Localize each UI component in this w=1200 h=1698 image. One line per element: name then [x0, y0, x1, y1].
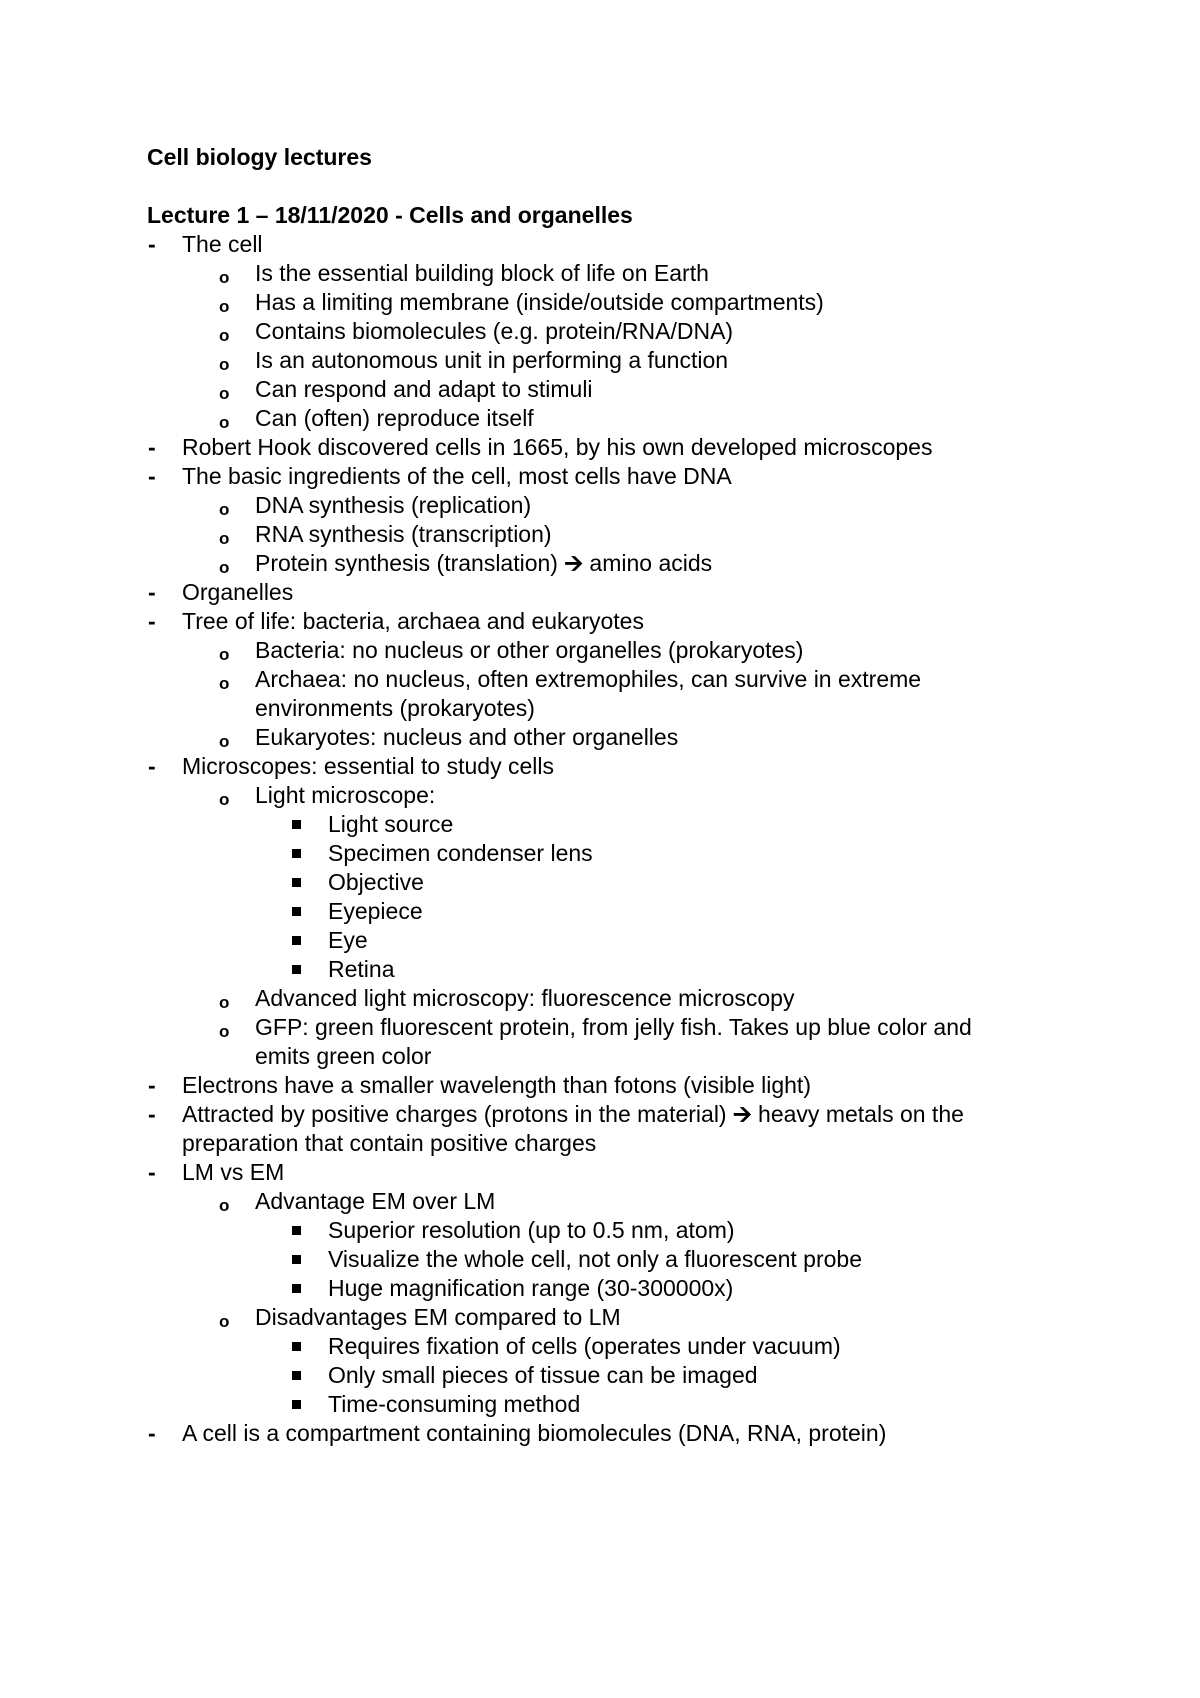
- square-bullet-icon: [292, 1400, 301, 1409]
- list-item-text: Has a limiting membrane (inside/outside compartments): [255, 289, 824, 315]
- list-item-text: Light source: [328, 811, 454, 837]
- circle-bullet: o: [219, 326, 230, 345]
- list-item: [0, 665, 1200, 723]
- arrow-right-icon: 🡪: [564, 550, 584, 576]
- square-bullet-icon: [292, 936, 301, 945]
- square-bullet-icon: [292, 1371, 301, 1380]
- list-item: [0, 259, 1200, 288]
- list-item-text: Superior resolution (up to 0.5 nm, atom): [328, 1217, 735, 1243]
- dash-bullet: -: [148, 463, 156, 489]
- list-item-text: Light microscope:: [255, 782, 436, 808]
- list-item-text: Huge magnification range (30-300000x): [328, 1275, 734, 1301]
- list-item: [0, 1100, 1200, 1158]
- list-item-line-2: preparation that contain positive charges: [182, 1130, 597, 1156]
- square-bullet-icon: [292, 1342, 301, 1351]
- list-item-text: Eyepiece: [328, 898, 423, 924]
- circle-bullet: o: [219, 674, 230, 693]
- list-item-text: Advantage EM over LM: [255, 1188, 496, 1214]
- list-item-text: Contains biomolecules (e.g. protein/RNA/DNA): [255, 318, 734, 344]
- square-bullet-icon: [292, 1284, 301, 1293]
- circle-bullet: o: [219, 268, 230, 287]
- list-item-text: Is an autonomous unit in performing a function: [255, 347, 729, 373]
- list-item-text-before: Protein synthesis (translation): [255, 550, 565, 576]
- list-item: [0, 781, 1200, 810]
- list-item: [0, 375, 1200, 404]
- list-item-text: Specimen condenser lens: [328, 840, 593, 866]
- list-item: [0, 491, 1200, 520]
- list-item-line-2: emits green color: [255, 1043, 432, 1069]
- list-item: [0, 1274, 1200, 1303]
- list-item-text: Advanced light microscopy: fluorescence microscopy: [255, 985, 795, 1011]
- list-item: [0, 1245, 1200, 1274]
- list-item-text: Requires fixation of cells (operates under vacuum): [328, 1333, 841, 1359]
- dash-bullet: -: [148, 579, 156, 605]
- list-item: [0, 723, 1200, 752]
- list-item-text: DNA synthesis (replication): [255, 492, 532, 518]
- list-item-text: Can respond and adapt to stimuli: [255, 376, 593, 402]
- list-item-line-1-after: heavy metals on the: [751, 1101, 964, 1127]
- square-bullet-icon: [292, 907, 301, 916]
- list-item: [0, 1419, 1200, 1448]
- list-item: [0, 984, 1200, 1013]
- list-item: [0, 1071, 1200, 1100]
- list-item: [0, 752, 1200, 781]
- circle-bullet: o: [219, 732, 230, 751]
- list-item: [0, 230, 1200, 259]
- list-item: [0, 1013, 1200, 1071]
- list-item: [0, 636, 1200, 665]
- list-item: [0, 520, 1200, 549]
- list-item-text: [182, 1100, 964, 1158]
- list-item-text: LM vs EM: [182, 1159, 285, 1185]
- circle-bullet: o: [219, 413, 230, 432]
- list-item-text: Microscopes: essential to study cells: [182, 753, 554, 779]
- list-item: [0, 897, 1200, 926]
- list-item-text: [255, 665, 921, 723]
- lecture-heading: Lecture 1 – 18/11/2020 - Cells and organelles: [147, 202, 633, 228]
- list-item: [0, 839, 1200, 868]
- circle-bullet: o: [219, 993, 230, 1012]
- circle-bullet: o: [219, 558, 230, 577]
- list-item-text: Retina: [328, 956, 395, 982]
- dash-bullet: -: [148, 434, 156, 460]
- list-item: [0, 317, 1200, 346]
- list-item-text: Tree of life: bacteria, archaea and eukaryotes: [182, 608, 644, 634]
- list-item-text: Only small pieces of tissue can be imaged: [328, 1362, 758, 1388]
- list-item: [0, 1390, 1200, 1419]
- circle-bullet: o: [219, 790, 230, 809]
- list-item-text: RNA synthesis (transcription): [255, 521, 552, 547]
- list-item-text: Objective: [328, 869, 424, 895]
- list-item: [0, 1303, 1200, 1332]
- square-bullet-icon: [292, 849, 301, 858]
- list-item-text: Can (often) reproduce itself: [255, 405, 534, 431]
- list-item: [0, 578, 1200, 607]
- circle-bullet: o: [219, 384, 230, 403]
- list-item-text: Organelles: [182, 579, 294, 605]
- list-item: [0, 462, 1200, 491]
- list-item: [0, 346, 1200, 375]
- arrow-right-icon: 🡪: [732, 1101, 752, 1127]
- list-item: [0, 1216, 1200, 1245]
- square-bullet-icon: [292, 965, 301, 974]
- circle-bullet: o: [219, 355, 230, 374]
- list-item-text: Bacteria: no nucleus or other organelles (prokaryotes): [255, 637, 804, 663]
- square-bullet-icon: [292, 820, 301, 829]
- list-item-text: Eukaryotes: nucleus and other organelles: [255, 724, 679, 750]
- list-item-text: Is the essential building block of life on Earth: [255, 260, 709, 286]
- list-item: [0, 810, 1200, 839]
- dash-bullet: -: [148, 1101, 156, 1127]
- list-item: [0, 404, 1200, 433]
- circle-bullet: o: [219, 1312, 230, 1331]
- list-item-line-1: Attracted by positive charges (protons in the material): [182, 1101, 733, 1127]
- dash-bullet: -: [148, 1072, 156, 1098]
- circle-bullet: o: [219, 297, 230, 316]
- bullet-list: [0, 230, 1200, 1448]
- list-item-text: Time-consuming method: [328, 1391, 581, 1417]
- circle-bullet: o: [219, 500, 230, 519]
- list-item-text: Robert Hook discovered cells in 1665, by his own developed microscopes: [182, 434, 933, 460]
- list-item: [0, 1158, 1200, 1187]
- dash-bullet: -: [148, 753, 156, 779]
- list-item-text: The cell: [182, 231, 263, 257]
- square-bullet-icon: [292, 878, 301, 887]
- list-item-text: Disadvantages EM compared to LM: [255, 1304, 621, 1330]
- list-item: [0, 1361, 1200, 1390]
- dash-bullet: -: [148, 1420, 156, 1446]
- square-bullet-icon: [292, 1255, 301, 1264]
- dash-bullet: -: [148, 231, 156, 257]
- list-item-text: [255, 1013, 972, 1071]
- list-item-text: A cell is a compartment containing biomolecules (DNA, RNA, protein): [182, 1420, 887, 1446]
- list-item-text: The basic ingredients of the cell, most cells have DNA: [182, 463, 732, 489]
- list-item: [0, 955, 1200, 984]
- list-item: [0, 1332, 1200, 1361]
- list-item: [0, 868, 1200, 897]
- circle-bullet: o: [219, 645, 230, 664]
- list-item: [0, 607, 1200, 636]
- circle-bullet: o: [219, 529, 230, 548]
- dash-bullet: -: [148, 608, 156, 634]
- list-item: [0, 926, 1200, 955]
- dash-bullet: -: [148, 1159, 156, 1185]
- list-item: [0, 1187, 1200, 1216]
- list-item-text: Visualize the whole cell, not only a fluorescent probe: [328, 1246, 863, 1272]
- list-item: [0, 549, 1200, 578]
- circle-bullet: o: [219, 1196, 230, 1215]
- list-item-line-1: Archaea: no nucleus, often extremophiles, can survive in extreme: [255, 666, 922, 692]
- square-bullet-icon: [292, 1226, 301, 1235]
- list-item-text: [255, 549, 712, 578]
- circle-bullet: o: [219, 1022, 230, 1041]
- list-item-text: Electrons have a smaller wavelength than fotons (visible light): [182, 1072, 811, 1098]
- list-item: [0, 433, 1200, 462]
- list-item: [0, 288, 1200, 317]
- document-title: Cell biology lectures: [147, 144, 372, 170]
- list-item-text-after: amino acids: [583, 550, 713, 576]
- list-item-text: Eye: [328, 927, 368, 953]
- list-item-line-1: GFP: green fluorescent protein, from jelly fish. Takes up blue color and: [255, 1014, 972, 1040]
- list-item-line-2: environments (prokaryotes): [255, 695, 535, 721]
